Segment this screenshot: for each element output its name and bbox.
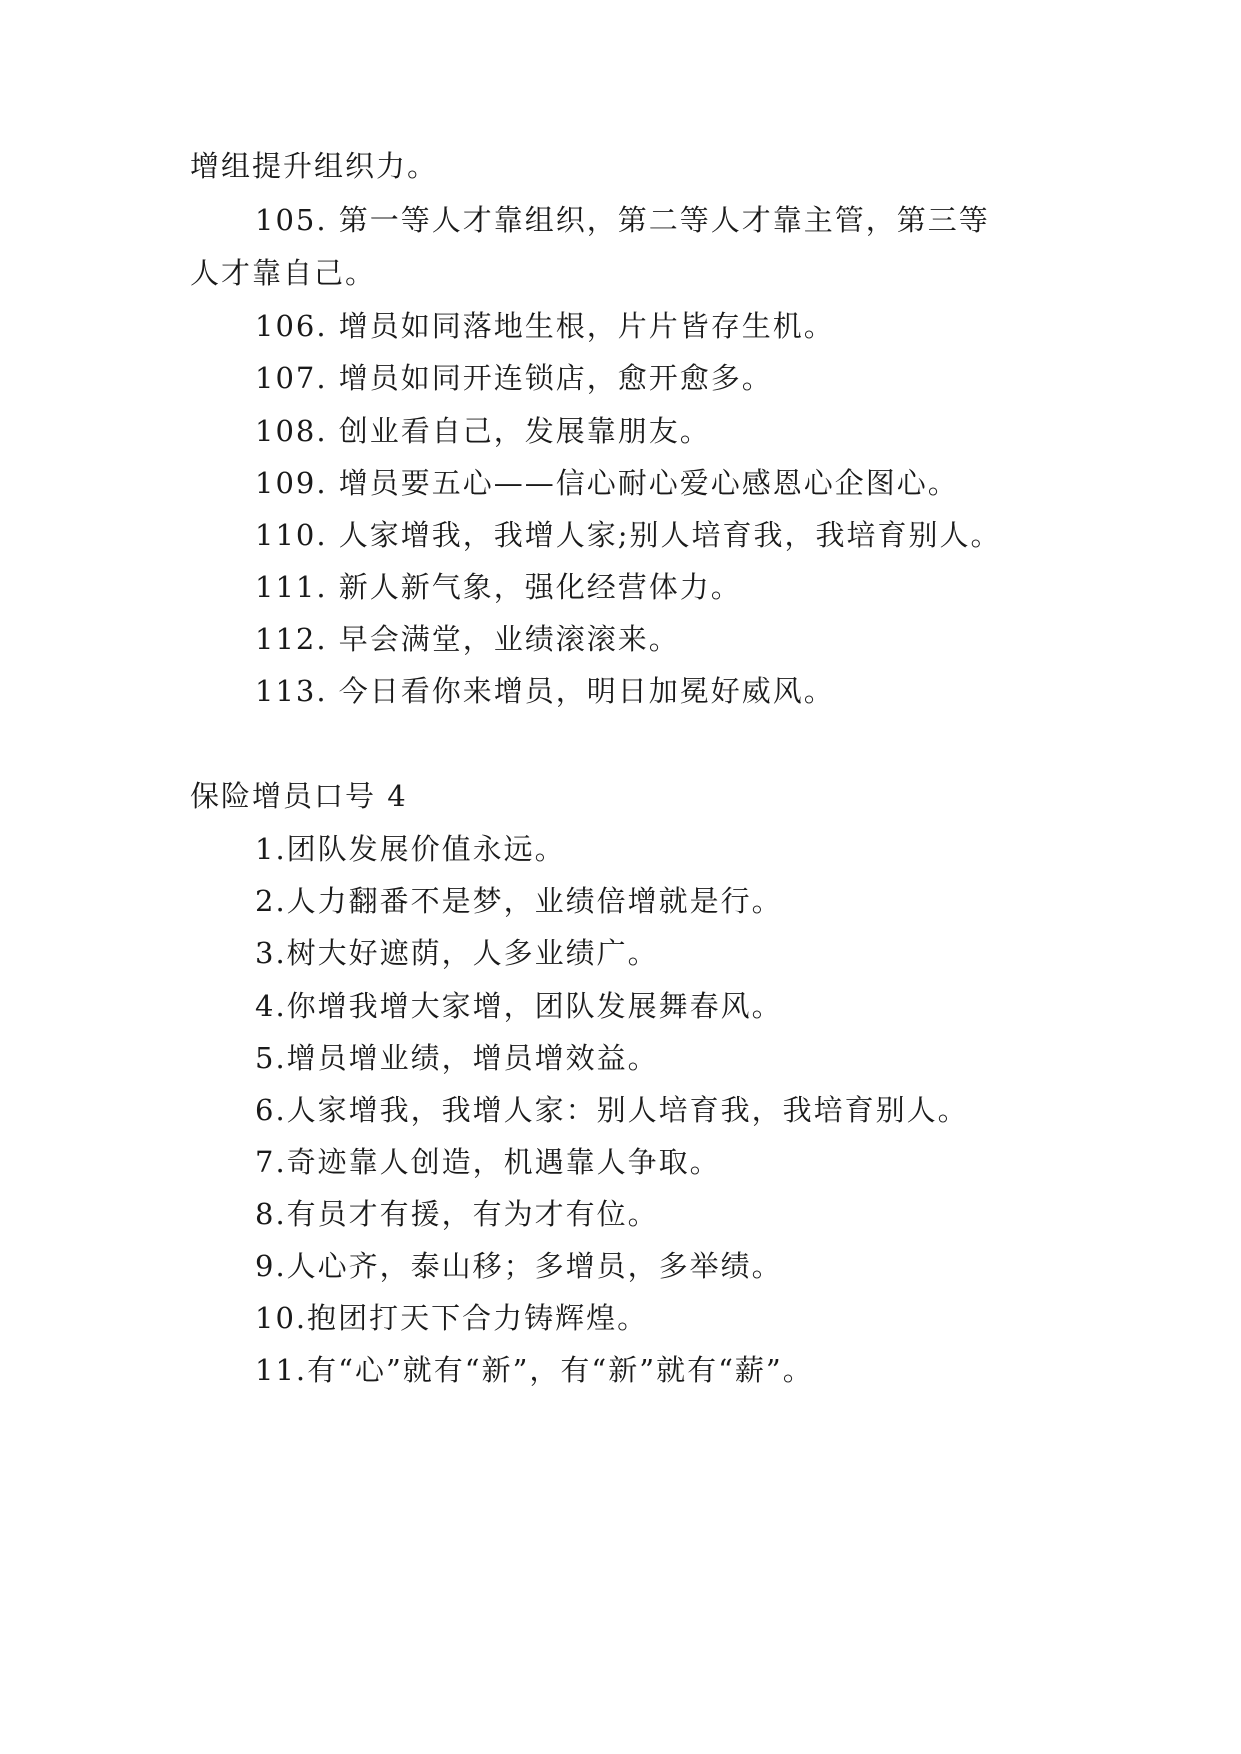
list-item: 5.增员增业绩，增员增效益。 [255,1041,659,1075]
list-item: 11.有“心”就有“新”，有“新”就有“薪”。 [255,1353,814,1387]
list-item: 110. 人家增我，我增人家;别人培育我，我培育别人。 [255,518,1002,552]
list-item: 10.抱团打天下合力铸辉煌。 [255,1301,649,1335]
continuation-line: 增组提升组织力。 [190,149,439,183]
list-item: 7.奇迹靠人创造，机遇靠人争取。 [255,1145,721,1179]
list-item: 112. 早会满堂，业绩滚滚来。 [255,622,680,656]
list-item-105-line1: 105. 第一等人才靠组织，第二等人才靠主管，第三等 [255,203,990,237]
list-item: 1.团队发展价值永远。 [255,832,566,866]
list-item: 3.树大好遮荫，人多业绩广。 [255,936,659,970]
list-item-105-line2: 人才靠自己。 [190,256,377,290]
list-item: 108. 创业看自己，发展靠朋友。 [255,414,711,448]
list-item: 106. 增员如同落地生根，片片皆存生机。 [255,309,835,343]
list-item: 4.你增我增大家增，团队发展舞春风。 [255,989,783,1023]
list-item: 109. 增员要五心——信心耐心爱心感恩心企图心。 [255,466,959,500]
list-item: 111. 新人新气象，强化经营体力。 [255,570,742,604]
list-item: 107. 增员如同开连锁店，愈开愈多。 [255,361,773,395]
list-item: 9.人心齐，泰山移；多增员，多举绩。 [255,1249,783,1283]
list-item: 6.人家增我，我增人家：别人培育我，我培育别人。 [255,1093,969,1127]
section-heading: 保险增员口号 4 [190,779,408,813]
list-item: 2.人力翻番不是梦，业绩倍增就是行。 [255,884,783,918]
list-item: 113. 今日看你来增员，明日加冕好威风。 [255,674,835,708]
list-item: 8.有员才有援，有为才有位。 [255,1197,659,1231]
